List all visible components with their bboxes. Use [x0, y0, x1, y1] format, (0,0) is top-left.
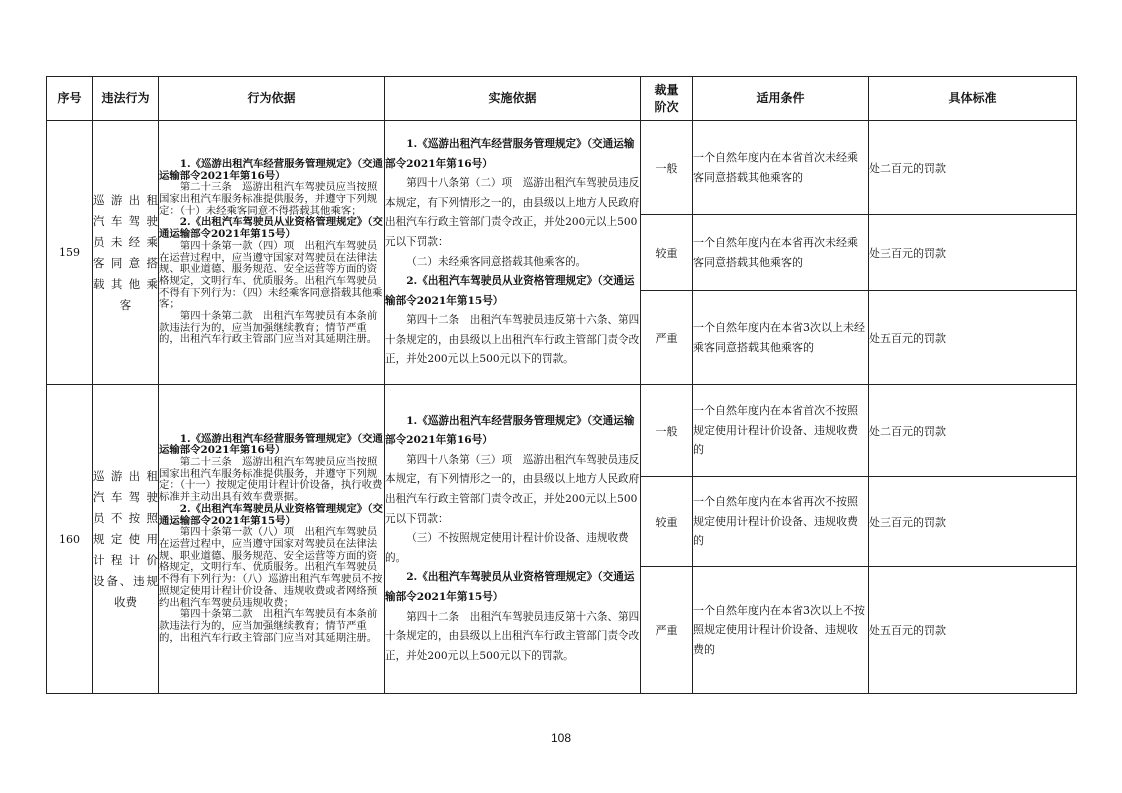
- header-level: 裁量 阶次: [641, 77, 693, 121]
- condition-cell: 一个自然年度内在本省再次未经乘客同意搭载其他乘客的: [693, 215, 869, 291]
- row-seq: 159: [47, 121, 93, 385]
- condition-cell: 一个自然年度内在本省首次未经乘客同意搭载其他乘客的: [693, 121, 869, 215]
- header-seq: 序号: [47, 77, 93, 121]
- condition-cell: 一个自然年度内在本省3次以上未经乘客同意搭载其他乘客的: [693, 291, 869, 385]
- row-violation: 巡游出租 汽车驾驶 员未经乘 客同意搭 载其他乘 客: [93, 121, 159, 385]
- level-cell: 严重: [641, 567, 693, 694]
- level-cell: 一般: [641, 385, 693, 477]
- standard-cell: 处三百元的罚款: [869, 477, 1077, 567]
- condition-cell: 一个自然年度内在本省首次不按照规定使用计程计价设备、违规收费的: [693, 385, 869, 477]
- standard-cell: 处五百元的罚款: [869, 291, 1077, 385]
- page-number: 108: [550, 731, 572, 745]
- table-header-row: [47, 77, 1077, 121]
- condition-cell: 一个自然年度内在本省3次以上不按照规定使用计程计价设备、违规收费的: [693, 567, 869, 694]
- level-cell: 较重: [641, 215, 693, 291]
- header-condition: 适用条件: [693, 77, 869, 121]
- standard-cell: 处二百元的罚款: [869, 121, 1077, 215]
- level-cell: 较重: [641, 477, 693, 567]
- row-basis: 1.《巡游出租汽车经营服务管理规定》（交通运输部令2021年第16号） 第二十三条 巡游出租汽车驾驶员应当按照国家出租汽车服务标准提供服务，并遵守下列规定：（十）未经乘客同意不得搭载其他乘客； 2.《出租汽车驾驶员从业资格管理规定》（交通运输部令2021年第15号） 第四十条第一款（四）项 出租汽车驾驶员在运营过程中，应当遵守国家对驾驶员在法律法规、职业道德、服务规范、安全运营等方面的资格规定，文明行车、优质服务。出租汽车驾驶员不得有下列行为：（四）未经乘客同意搭载其他乘客； 第四十条第二款 出租汽车驾驶员有本条前款违法行为的，应当加强继续教育；情节严重的，出租汽车行政主管部门应当对其延期注册。: [159, 121, 385, 385]
- row-implementation: 1.《巡游出租汽车经营服务管理规定》（交通运输部令2021年第16号） 第四十八条第（二）项 巡游出租汽车驾驶员违反本规定，有下列情形之一的，由县级以上地方人民政府出租汽车行政主管部门责令改正，并处200元以上500元以下罚款： （二）未经乘客同意搭载其他乘客的。 2.《出租汽车驾驶员从业资格管理规定》（交通运输部令2021年第15号） 第四十二条 出租汽车驾驶员违反第十六条、第四十条规定的，由县级以上出租汽车行政主管部门责令改正，并处200元以上500元以下的罚款。: [385, 121, 641, 385]
- row-seq: 160: [47, 385, 93, 694]
- row-implementation: 1.《巡游出租汽车经营服务管理规定》（交通运输部令2021年第16号） 第四十八条第（三）项 巡游出租汽车驾驶员违反本规定，有下列情形之一的，由县级以上地方人民政府出租汽车行政主管部门责令改正，并处200元以上500元以下罚款： （三）不按照规定使用计程计价设备、违规收费的。 2.《出租汽车驾驶员从业资格管理规定》（交通运输部令2021年第15号） 第四十二条 出租汽车驾驶员违反第十六条、第四十条规定的，由县级以上出租汽车行政主管部门责令改正，并处200元以上500元以下的罚款。: [385, 385, 641, 694]
- standard-cell: 处二百元的罚款: [869, 385, 1077, 477]
- level-cell: 严重: [641, 291, 693, 385]
- header-violation: 违法行为: [93, 77, 159, 121]
- row-basis: 1.《巡游出租汽车经营服务管理规定》（交通运输部令2021年第16号） 第二十三条 巡游出租汽车驾驶员应当按照国家出租汽车服务标准提供服务，并遵守下列规定：（十一）按规定使用计程计价设备，执行收费标准并主动出具有效车费票据。 2.《出租汽车驾驶员从业资格管理规定》（交通运输部令2021年第15号） 第四十条第一款（八）项 出租汽车驾驶员在运营过程中，应当遵守国家对驾驶员在法律法规、职业道德、服务规范、安全运营等方面的资格规定，文明行车、优质服务。出租汽车驾驶员不得有下列行为：（八）巡游出租汽车驾驶员不按照规定使用计程计价设备、违规收费或者网络预约出租汽车驾驶员违规收费； 第四十条第二款 出租汽车驾驶员有本条前款违法行为的，应当加强继续教育；情节严重的，出租汽车行政主管部门应当对其延期注册。: [159, 385, 385, 694]
- header-implementation: 实施依据: [385, 77, 641, 121]
- table-row: [47, 385, 1077, 477]
- level-cell: 一般: [641, 121, 693, 215]
- row-violation: 巡游出租 汽车驾驶 员不按照 规定使用 计程计价 设备、违规 收费: [93, 385, 159, 694]
- header-standard: 具体标准: [869, 77, 1077, 121]
- header-basis: 行为依据: [159, 77, 385, 121]
- penalty-table: [46, 76, 1077, 694]
- table-row: [47, 121, 1077, 215]
- standard-cell: 处五百元的罚款: [869, 567, 1077, 694]
- condition-cell: 一个自然年度内在本省再次不按照规定使用计程计价设备、违规收费的: [693, 477, 869, 567]
- standard-cell: 处三百元的罚款: [869, 215, 1077, 291]
